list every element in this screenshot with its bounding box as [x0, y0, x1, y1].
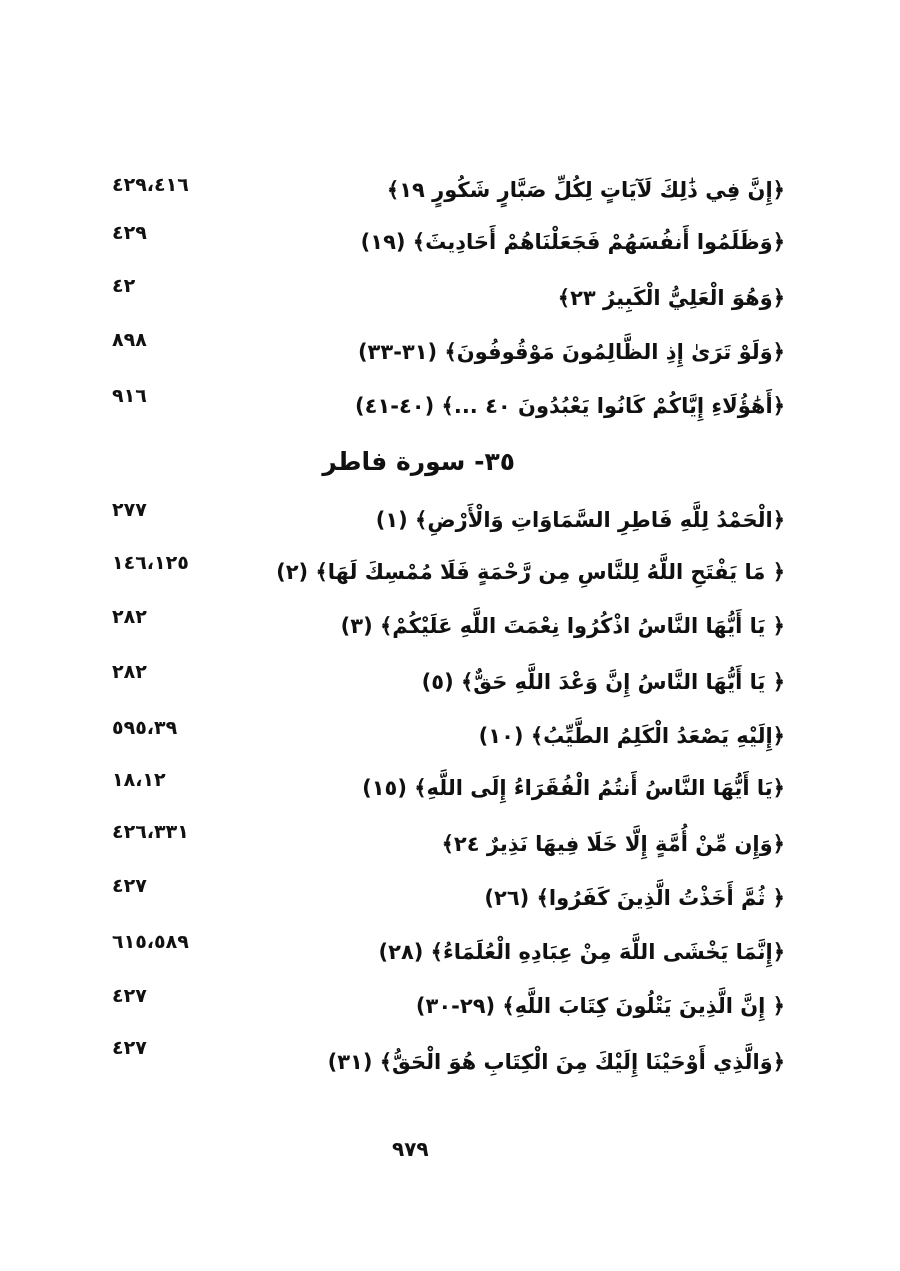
index-entry — [0, 766, 900, 810]
page-references: ٨٩٨ — [112, 329, 147, 351]
verse-text: ﴿وَالَّذِي أَوْحَيْنَا إِلَيْكَ مِنَ الْكِتَابِ هُوَ الْحَقُّ﴾ (٣١) — [327, 1050, 785, 1074]
index-entry — [0, 876, 900, 920]
page-references: ٤٢٧ — [112, 1037, 147, 1059]
page-references: ١٤٦،١٢٥ — [112, 552, 189, 574]
index-entry — [0, 498, 900, 542]
verse-text: ﴿وَإِن مِّنْ أُمَّةٍ إِلَّا خَلَا فِيهَا نَذِيرٌ ٢٤﴾ — [441, 832, 785, 856]
index-entry — [0, 384, 900, 428]
page-references: ٤٢٧ — [112, 985, 147, 1007]
verse-text: ﴿إِلَيْهِ يَصْعَدُ الْكَلِمُ الطَّيِّبُ﴾ (١٠) — [478, 724, 785, 748]
page-references: ٥٩٥،٣٩ — [112, 717, 178, 739]
index-entry — [0, 822, 900, 866]
index-entry — [0, 1037, 900, 1084]
page-references: ٤٢٧ — [112, 875, 147, 897]
verse-text: ﴿وَظَلَمُوا أَنفُسَهُمْ فَجَعَلْنَاهُمْ أَحَادِيثَ﴾ (١٩) — [360, 230, 785, 254]
page-references: ٦١٥،٥٨٩ — [112, 931, 189, 953]
verse-text: ﴿ يَا أَيُّهَا النَّاسُ اذْكُرُوا نِعْمَتَ اللَّهِ عَلَيْكُمْ﴾ (٣) — [340, 614, 785, 638]
page-references: ٢٨٢ — [112, 661, 147, 683]
verse-text: ﴿وَهُوَ الْعَلِيُّ الْكَبِيرُ ٢٣﴾ — [557, 286, 785, 310]
page-references: ٤٢٦،٣٣١ — [112, 821, 189, 843]
surah-heading: ٣٥- سورة فاطر — [322, 447, 515, 476]
verse-text: ﴿وَلَوْ تَرَىٰ إِذِ الظَّالِمُونَ مَوْقُوفُونَ﴾ (٣١-٣٣) — [357, 340, 785, 364]
index-entry — [0, 714, 900, 758]
index-entry — [0, 168, 900, 212]
index-entry — [0, 276, 900, 320]
verse-text: ﴿الْحَمْدُ لِلَّهِ فَاطِرِ السَّمَاوَاتِ وَالْأَرْضِ﴾ (١) — [375, 508, 785, 532]
verse-text: ﴿إِنَّمَا يَخْشَى اللَّهَ مِنْ عِبَادِهِ الْعُلَمَاءُ﴾ (٢٨) — [378, 940, 785, 964]
page-references: ٢٧٧ — [112, 499, 147, 521]
verse-text: ﴿أَهَٰؤُلَاءِ إِيَّاكُمْ كَانُوا يَعْبُدُونَ ٤٠ ...﴾ (٤٠-٤١) — [355, 394, 785, 418]
index-entry — [0, 220, 900, 264]
page-references: ٢٨٢ — [112, 606, 147, 628]
index-entry — [0, 984, 900, 1028]
index-entry — [0, 550, 900, 594]
page-number: ٩٧٩ — [392, 1137, 429, 1161]
index-entry — [0, 604, 900, 648]
verse-text: ﴿ مَا يَفْتَحِ اللَّهُ لِلنَّاسِ مِن رَّحْمَةٍ فَلَا مُمْسِكَ لَهَا﴾ (٢) — [276, 560, 785, 584]
verse-text: ﴿ إِنَّ الَّذِينَ يَتْلُونَ كِتَابَ اللَّهِ﴾ (٢٩-٣٠) — [415, 994, 785, 1018]
verse-text: ﴿ يَا أَيُّهَا النَّاسُ إِنَّ وَعْدَ اللَّهِ حَقٌّ﴾ (٥) — [421, 670, 785, 694]
verse-text: ﴿ ثُمَّ أَخَذْتُ الَّذِينَ كَفَرُوا﴾ (٢٦) — [484, 886, 785, 910]
index-entry — [0, 930, 900, 974]
index-entry — [0, 330, 900, 374]
index-entry — [0, 660, 900, 704]
verse-text: ﴿إِنَّ فِي ذَٰلِكَ لَآيَاتٍ لِكُلِّ صَبَّارٍ شَكُورٍ ١٩﴾ — [386, 178, 785, 202]
page-references: ٤٢٩ — [112, 222, 147, 244]
page-references: ١٨،١٢ — [112, 769, 166, 791]
page-references: ٤٢٩،٤١٦ — [112, 174, 189, 196]
page-references: ٤٢ — [112, 275, 136, 297]
verse-text: ﴿يَا أَيُّهَا النَّاسُ أَنتُمُ الْفُقَرَاءُ إِلَى اللَّهِ﴾ (١٥) — [362, 776, 785, 800]
page-references: ٩١٦ — [112, 385, 147, 407]
